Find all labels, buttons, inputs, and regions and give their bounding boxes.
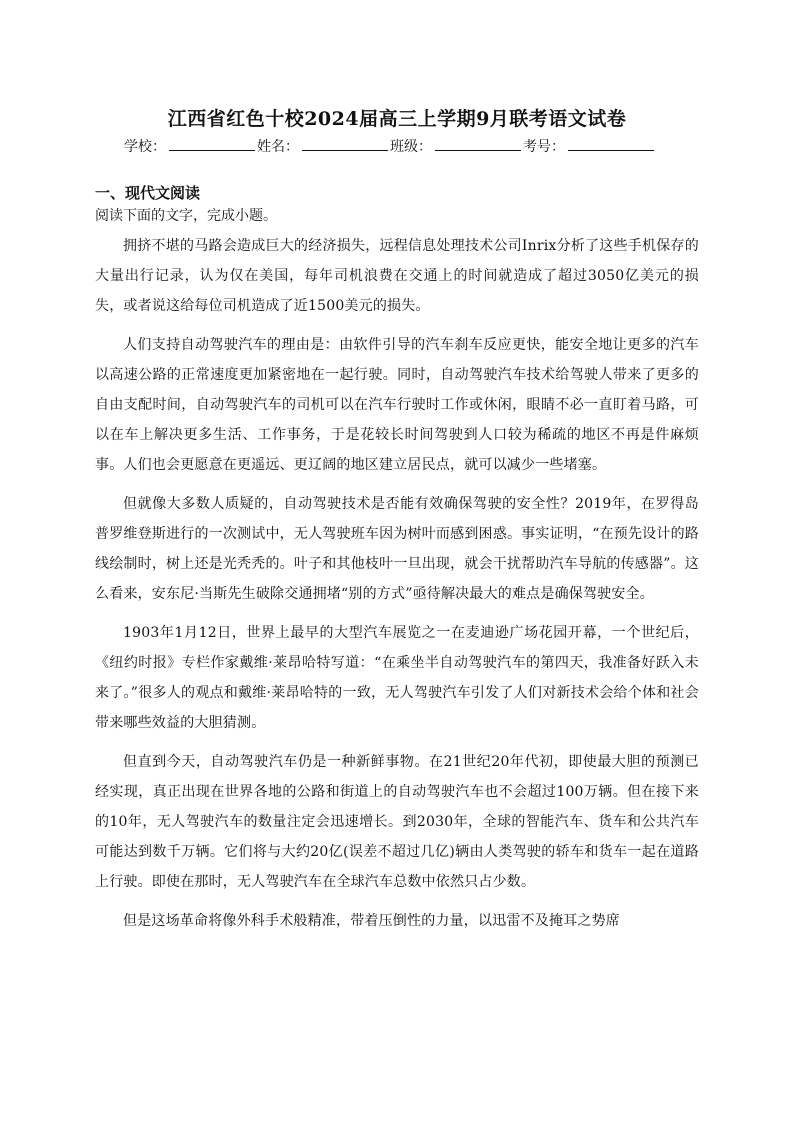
exam-number-label: 考号： <box>523 139 565 155</box>
class-label: 班级： <box>390 139 432 155</box>
exam-number-blank <box>568 136 654 151</box>
class-blank <box>435 136 521 151</box>
passage-paragraph: 拥挤不堪的马路会造成巨大的经济损失，远程信息处理技术公司Inrix分析了这些手机保存的大量出行记录，认为仅在美国，每年司机浪费在交通上的时间就造成了超过3050亿美元的损失，或者说这给每位司机造成了近1500美元的损失。 <box>95 238 699 314</box>
reading-instruction: 阅读下面的文字，完成小题。 <box>95 208 277 224</box>
class-field <box>390 136 523 156</box>
reading-passage <box>95 231 699 945</box>
passage-paragraph: 但直到今天，自动驾驶汽车仍是一种新鲜事物。在21世纪20年代初，即使最大胆的预测已经实现，真正出现在世界各地的公路和街道上的自动驾驶汽车也不会超过100万辆。但在接下来的10年，无人驾驶汽车的数量注定会迅速增长。到2030年，全球的智能汽车、货车和公共汽车可能达到数千万辆。它们将与大约20亿(误差不超过几亿)辆由人类驾驶的轿车和货车一起在道路上行驶。即使在那时，无人驾驶汽车在全球汽车总数中依然只占少数。 <box>95 754 699 890</box>
passage-paragraph: 但是这场革命将像外科手术般精准，带着压倒性的力量，以迅雷不及掩耳之势席 <box>123 913 620 929</box>
school-field <box>124 136 257 156</box>
exam-number-field <box>523 136 656 156</box>
name-field <box>257 136 390 156</box>
passage-paragraph: 但就像大多数人质疑的，自动驾驶技术是否能有效确保驾驶的安全性？2019年，在罗得岛普罗维登斯进行的一次测试中，无人驾驶班车因为树叶而感到困惑。事实证明，“在预先设计的路线绘制时，树上还是光秃秃的。叶子和其他枝叶一旦出现，就会干扰帮助汽车导航的传感器”。这么看来，安东尼·当斯先生破除交通拥堵“别的方式”亟待解决最大的难点是确保驾驶安全。 <box>95 496 699 602</box>
passage-paragraph: 人们支持自动驾驶汽车的理由是：由软件引导的汽车刹车反应更快，能安全地让更多的汽车以高速公路的正常速度更加紧密地在一起行驶。同时，自动驾驶汽车技术给驾驶人带来了更多的自由支配时间，自动驾驶汽车的司机可以在汽车行驶时工作或休闲，眼睛不必一直盯着马路，可以在车上解决更多生活、工作事务，于是花较长时间驾驶到人口较为稀疏的地区不再是件麻烦事。人们也会更愿意在更遥远、更辽阔的地区建立居民点，就可以减少一些堵塞。 <box>95 337 699 473</box>
school-label: 学校： <box>124 139 166 155</box>
school-blank <box>169 136 255 151</box>
name-label: 姓名： <box>257 139 299 155</box>
passage-paragraph: 1903年1月12日，世界上最早的大型汽车展览之一在麦迪逊广场花园开幕，一个世纪后，《纽约时报》专栏作家戴维·莱昂哈特写道：“在乘坐半自动驾驶汽车的第四天，我准备好跃入未来了。”很多人的观点和戴维·莱昂哈特的一致，无人驾驶汽车引发了人们对新技术会给个体和社会带来哪些效益的大胆猜测。 <box>95 625 699 731</box>
section-heading: 一、现代文阅读 <box>95 184 201 202</box>
name-blank <box>302 136 388 151</box>
student-info-line <box>124 136 684 156</box>
exam-title: 江西省红色十校2024届高三上学期9月联考语文试卷 <box>167 108 627 130</box>
